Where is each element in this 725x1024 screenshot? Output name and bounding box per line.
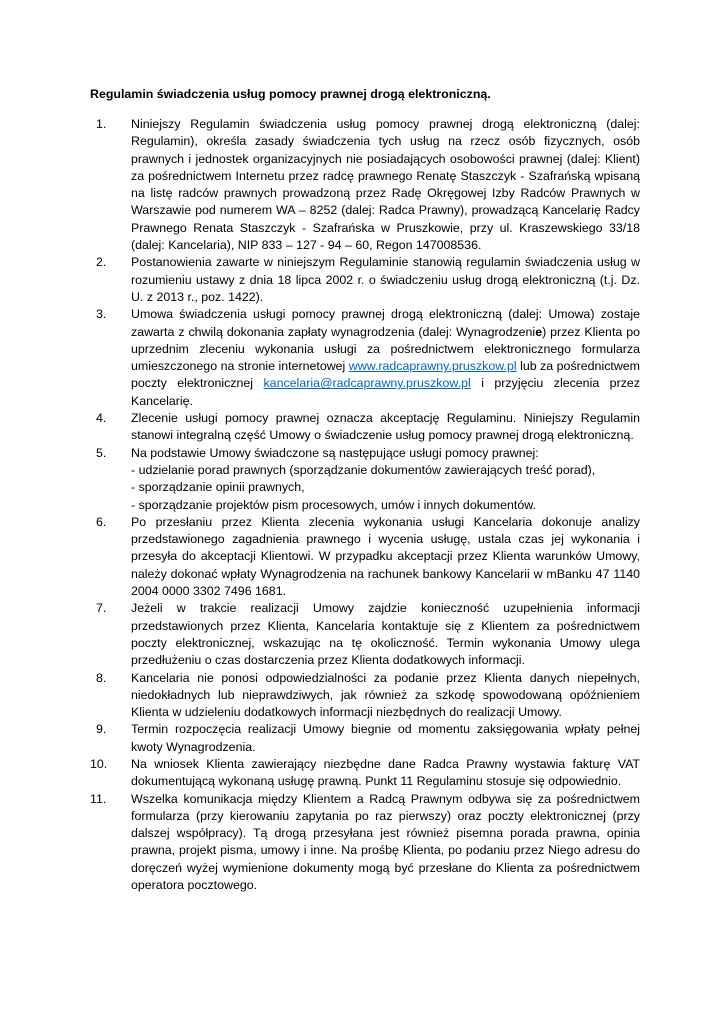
item-text: Niniejszy Regulamin świadczenia usług pomocy prawnej drogą elektroniczną (dalej: Regulamin), określa zasady świadczenia tych usług na rzecz osób fizycznych, osób prawnych i jednostek organizacyjnych nie posiadających osobowości prawnej (dalej: Klient) za pośrednictwem Internetu przez radcę prawnego Renatę Staszczyk - Szafrańską wpisaną na listę radców prawnych prowadzoną przez Radę Okręgowej Izby Radców Prawnych w Warszawie pod numerem WA – 8252 (dalej: Radca Prawny), prowadzącą Kancelarię Radcy Prawnego Renata Staszczyk - Szafrańska w Pruszkowie, przy ul. Kraszewskiego 33/18 (dalej: Kancelaria), NIP 833 – 127 - 94 – 60, Regon 147008536. xyxy=(131,117,640,253)
sub-item: - sporządzanie projektów pism procesowych, umów i innych dokumentów. xyxy=(131,497,536,512)
item-number: 4. xyxy=(96,411,107,426)
item-text: Kancelaria nie ponosi odpowiedzialności za podanie przez Klienta danych niepełnych, niedokładnych lub nieprawdziwych, jak również za szkodę spowodowaną opóźnieniem Klienta w udzieleniu dodatkowych informacji niezbędnych do realizacji Umowy. xyxy=(131,670,640,720)
item-text: Postanowienia zawarte w niniejszym Regulaminie stanowią regulamin świadczenia usług w rozumieniu ustawy z dnia 18 lipca 2002 r. o świadczeniu usług drogą elektroniczną (t.j. Dz. U. z 2013 r., poz. 1422). xyxy=(131,255,640,304)
item-text: Zlecenie usługi pomocy prawnej oznacza akceptację Regulaminu. Niniejszy Regulamin stanowi integralną część Umowy o świadczenie usług pomocy prawnej drogą elektroniczną. xyxy=(131,411,640,443)
item-text-part: i przyjęciu zlecenia przez Kancelarię. xyxy=(131,376,640,408)
list-item-11 xyxy=(90,791,640,895)
sub-item: - sporządzanie opinii prawnych, xyxy=(131,480,305,495)
item-text-part: ) przez Klienta po uprzednim zleceniu wykonania usługi za pośrednictwem elektronicznego formularza umieszczonego na stronie internetowej xyxy=(131,324,640,374)
item-number: 1. xyxy=(96,117,107,131)
list-item-7 xyxy=(96,600,640,669)
item-number: 5. xyxy=(96,445,107,460)
website-link[interactable]: www.radcaprawny.pruszkow.pl xyxy=(348,359,517,374)
regulations-list xyxy=(90,116,640,894)
list-item-3 xyxy=(96,306,640,410)
item-text: Na podstawie Umowy świadczone są następujące usługi pomocy prawnej: xyxy=(131,445,539,460)
list-item-6 xyxy=(96,514,640,600)
list-item-2 xyxy=(96,254,640,306)
list-item-5 xyxy=(96,445,640,514)
document-title: Regulamin świadczenia usług pomocy prawnej drogą elektroniczną. xyxy=(90,87,491,101)
sub-item: - udzielanie porad prawnych (sporządzanie dokumentów zawierających treść porad), xyxy=(131,462,596,477)
list-item-8 xyxy=(96,670,640,722)
item-text: Jeżeli w trakcie realizacji Umowy zajdzie konieczność uzupełnienia informacji przedstawionych przez Klienta, Kancelaria kontaktuje się z Klientem za pośrednictwem poczty elektronicznej, wskazując na tę okoliczność. Termin wykonania Umowy ulega przedłużeniu o czas dostarczenia przez Klienta dodatkowych informacji. xyxy=(131,601,640,668)
item-number: 10. xyxy=(90,756,108,771)
item-text: Na wniosek Klienta zawierający niezbędne dane Radca Prawny wystawia fakturę VAT dokumentującą wykonaną usługę prawną. Punkt 11 Regulaminu stosuje się odpowiednio. xyxy=(131,756,640,789)
item-text-part: Umowa świadczenia usługi pomocy prawnej drogą elektroniczną (dalej: Umowa) zostaje zawarta z chwilą dokonania zapłaty wynagrodzenia (dalej: Wynagrodzeni xyxy=(131,307,640,339)
item-number: 9. xyxy=(96,722,107,737)
list-item-4 xyxy=(96,410,640,445)
item-number: 6. xyxy=(96,514,107,529)
list-item-10 xyxy=(90,756,640,791)
item-text: Wszelka komunikacja między Klientem a Radcą Prawnym odbywa się za pośrednictwem formularza (przy kierowaniu zapytania po raz pierwszy) oraz poczty elektronicznej (przy dalszej współpracy). Tą drogą przesyłana jest również pisemna porada prawna, opinia prawna, projekt pisma, umowy i inne. Na prośbę Klienta, po podaniu przez Niego adresu do doręczeń wyżej wymienione dokumenty mogą być przesłane do Klienta za pośrednictwem operatora pocztowego. xyxy=(131,791,640,893)
item-number: 2. xyxy=(96,255,107,270)
item-text: Termin rozpoczęcia realizacji Umowy biegnie od momentu zaksięgowania wpłaty pełnej kwoty Wynagrodzenia. xyxy=(131,722,640,754)
list-item-9 xyxy=(96,721,640,756)
item-number: 3. xyxy=(96,307,107,322)
item-text-part: lub za pośrednictwem poczty elektronicznej xyxy=(131,359,640,391)
item-text: Po przesłaniu przez Klienta zlecenia wykonania usługi Kancelaria dokonuje analizy przedstawionego zagadnienia prawnego i wycenia usługę, ustala czas jej wykonania i przesyła do akceptacji Klientowi. W przypadku akceptacji przez Klienta warunków Umowy, należy dokonać wpłaty Wynagrodzenia na rachunek bankowy Kancelarii w mBanku 47 1140 2004 0000 3302 7496 1681. xyxy=(131,514,640,599)
item-number: 11. xyxy=(90,791,107,806)
item-number: 8. xyxy=(96,670,107,685)
email-link[interactable]: kancelaria@radcaprawny.pruszkow.pl xyxy=(263,376,471,391)
item-number: 7. xyxy=(96,601,107,616)
list-item-1 xyxy=(96,116,640,254)
item-text-bold: e xyxy=(535,324,543,339)
